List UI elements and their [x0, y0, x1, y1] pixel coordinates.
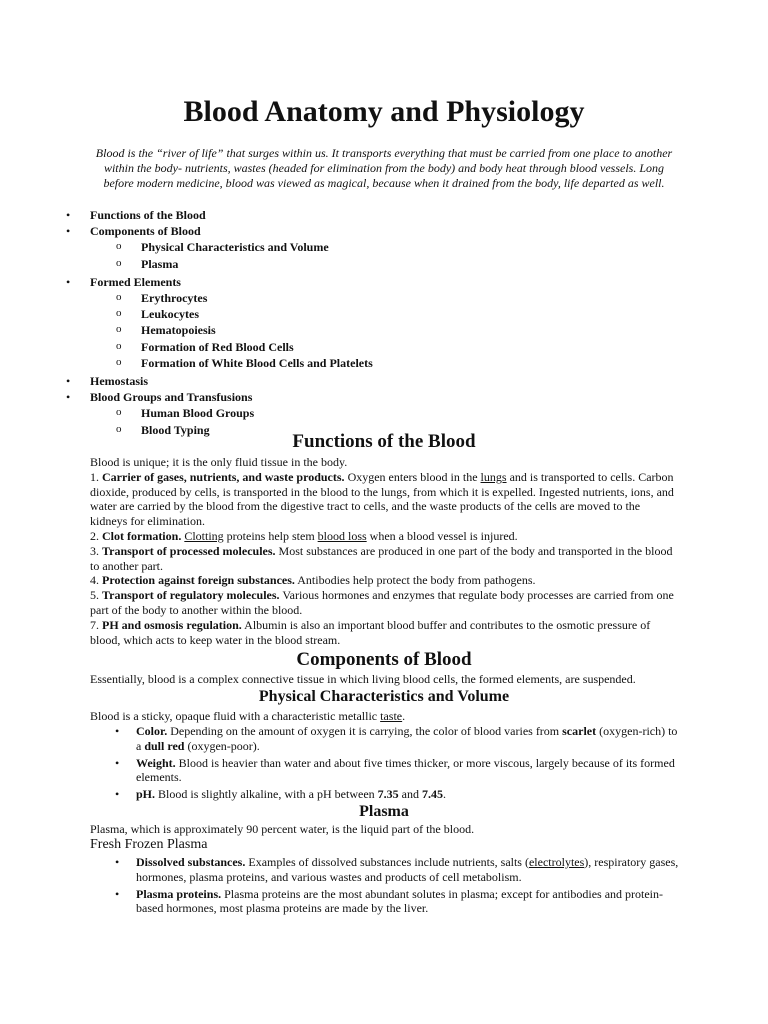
function-item-3: 3. Transport of processed molecules. Most substances are produced in one part of the body and transported in the blood to another part. — [90, 543, 673, 573]
function-item-1: 1. Carrier of gases, nutrients, and waste products. Oxygen enters blood in the lungs and is transported to cells. Carbon dioxide, produced by cells, is transported in the blood to the lungs, from which it is expelled. Ingested nutrients, ions, and water are carried by the blood from the digestive tract to cells, and the waste products of the cells are moved to the kidneys for elimination. — [90, 469, 674, 529]
toc-item-blood-groups[interactable]: • Blood Groups and Transfusions o Human Blood Groups o Blood Typing — [62, 389, 373, 438]
functions-intro: Blood is unique; it is the only fluid tissue in the body. — [90, 455, 348, 469]
components-heading: Components of Blood — [296, 649, 472, 670]
components-text: Essentially, blood is a complex connective tissue in which living blood cells, the formed elements, are suspended. — [90, 672, 636, 686]
list-item-color: • Color. Depending on the amount of oxygen it is carrying, the color of blood varies from scarlet (oxygen-rich) to a dull red (oxygen-poor). — [90, 724, 680, 754]
physical-heading: Physical Characteristics and Volume — [258, 688, 510, 705]
toc-item-functions[interactable]: • Functions of the Blood — [62, 207, 373, 223]
function-item-2: 2. Clot formation. Clotting proteins help stem blood loss when a blood vessel is injured. — [90, 528, 518, 543]
toc-subitem-leukocytes[interactable]: o Leukocytes — [90, 306, 373, 322]
page-title: Blood Anatomy and Physiology — [183, 95, 585, 128]
function-item-5: 5. Transport of regulatory molecules. Various hormones and enzymes that regulate body processes are carried from one part of the body to another within the blood. — [90, 588, 674, 617]
list-item-ph: • pH. Blood is slightly alkaline, with a pH between 7.35 and 7.45. — [90, 787, 680, 802]
clotting-link[interactable]: Clotting — [184, 528, 224, 543]
plasma-list — [90, 855, 680, 918]
toc-item-hemostasis[interactable]: • Hemostasis — [62, 373, 373, 389]
physical-list — [90, 724, 680, 804]
lungs-link[interactable]: lungs — [480, 469, 507, 484]
toc-subitem-red-cells[interactable]: o Formation of Red Blood Cells — [90, 339, 373, 355]
intro-paragraph: Blood is the “river of life” that surges within us. It transports everything that must be carried from one place to another within the body- nutrients, wastes (headed for elimination from the body) and body heat through blood vessels. Long before modern medicine, blood was viewed as magical, because when it drained from the body, life departed as well. — [95, 146, 673, 190]
list-item-weight: • Weight. Blood is heavier than water and about five times thicker, or more viscous, largely because of its formed elements. — [90, 756, 680, 786]
table-of-contents — [62, 207, 373, 438]
physical-intro: Blood is a sticky, opaque fluid with a characteristic metallic taste. — [90, 709, 406, 723]
toc-subitem-white-cells[interactable]: o Formation of White Blood Cells and Platelets — [90, 355, 373, 371]
functions-body — [90, 455, 680, 647]
plasma-heading: Plasma — [359, 803, 409, 820]
toc-item-formed-elements[interactable]: • Formed Elements o Erythrocytes o Leukocytes o Hematopoiesis o Formation of Red Blood Cells o Formation of White Blood Cells and Platelets — [62, 274, 373, 371]
electrolytes-link[interactable]: electrolytes — [528, 855, 585, 869]
toc-subitem-blood-typing[interactable]: o Blood Typing — [90, 422, 373, 438]
blood-loss-link[interactable]: blood loss — [317, 528, 367, 543]
list-item-proteins: • Plasma proteins. Plasma proteins are the most abundant solutes in plasma; except for antibodies and protein-based hormones, most plasma proteins are made by the liver. — [90, 887, 680, 917]
functions-heading: Functions of the Blood — [292, 431, 476, 452]
toc-subitem-physical[interactable]: o Physical Characteristics and Volume — [90, 239, 373, 255]
toc-subitem-erythrocytes[interactable]: o Erythrocytes — [90, 290, 373, 306]
taste-link[interactable]: taste — [380, 709, 403, 723]
function-item-4: 4. Protection against foreign substances. Antibodies help protect the body from pathogens. — [90, 573, 536, 588]
toc-item-components[interactable]: • Components of Blood o Physical Characteristics and Volume o Plasma — [62, 223, 373, 272]
toc-subitem-human-groups[interactable]: o Human Blood Groups — [90, 405, 373, 421]
toc-subitem-plasma[interactable]: o Plasma — [90, 256, 373, 272]
function-item-7: 7. PH and osmosis regulation. Albumin is also an important blood buffer and contributes to the osmotic pressure of blood, which acts to keep water in the blood stream. — [90, 617, 651, 647]
toc-subitem-hematopoiesis[interactable]: o Hematopoiesis — [90, 322, 373, 338]
list-item-dissolved: • Dissolved substances. Examples of dissolved substances include nutrients, salts (electrolytes), respiratory gases, hormones, plasma proteins, and various wastes and products of cell metabolism. — [90, 855, 680, 885]
plasma-text: Plasma, which is approximately 90 percent water, is the liquid part of the blood. — [90, 822, 475, 836]
fresh-frozen-plasma-label: Fresh Frozen Plasma — [90, 837, 208, 852]
